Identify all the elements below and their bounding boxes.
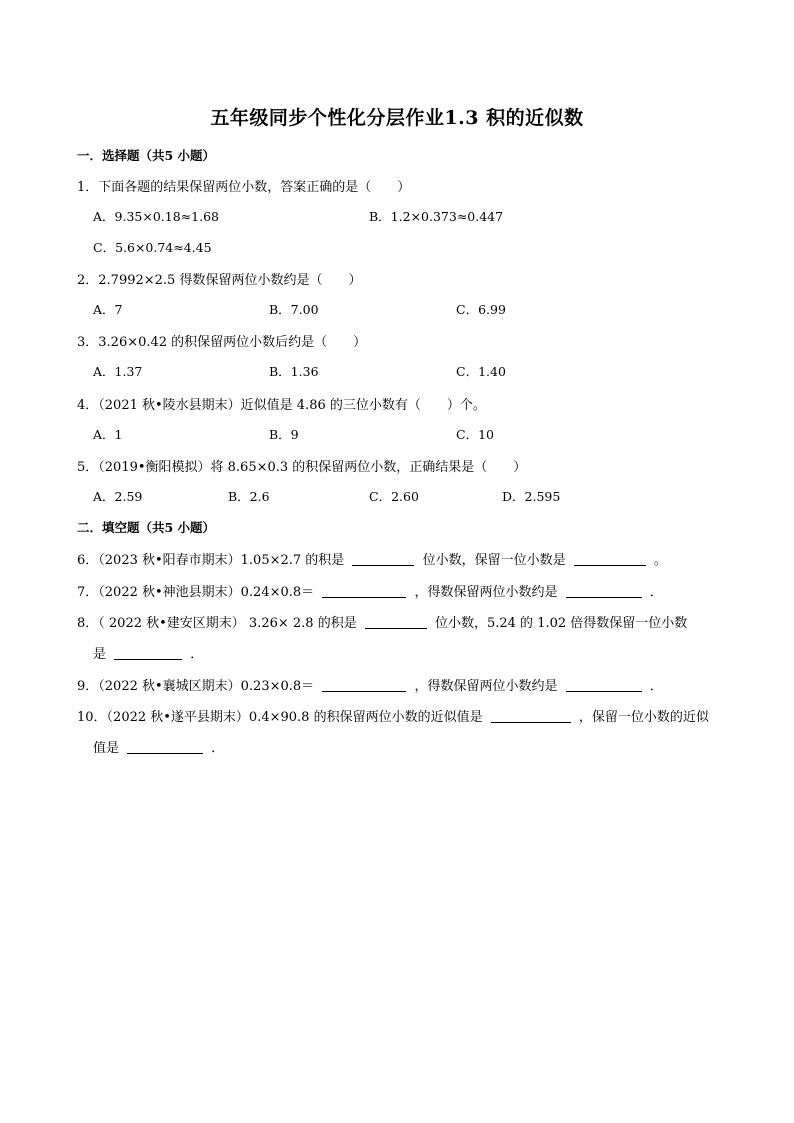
question-8-continued: [93, 643, 203, 662]
question-10-text-1: 10．（2022 秋•遂平县期末）0.4×90.8 的积保留两位小数的近似值是: [77, 710, 483, 725]
question-9-text-1: 9．（2022 秋•襄城区期末）0.23×0.8＝: [77, 679, 315, 694]
question-10-continued: [93, 737, 224, 756]
question-2-option-c: C．6.99: [456, 302, 506, 317]
question-10-text-4: ．: [211, 741, 225, 756]
question-4-option-b: B．9: [269, 427, 299, 442]
question-1-stem: 1．下面各题的结果保留两位小数，答案正确的是（ ）: [77, 180, 411, 195]
question-10-text-2: ，保留一位小数的近似: [578, 710, 709, 725]
question-6-text-1: 6．（2023 秋•阳春市期末）1.05×2.7 的积是: [77, 553, 345, 568]
question-1-option-a: A．9.35×0.18≈1.68: [93, 209, 219, 224]
section-heading-fill: 二．填空题（共5 小题）: [77, 520, 216, 535]
question-8: [77, 612, 687, 631]
question-1-option-c: C．5.6×0.74≈4.45: [93, 240, 212, 255]
question-5-option-a: A．2.59: [93, 489, 143, 504]
question-5-option-b: B．2.6: [228, 489, 270, 504]
question-10-blank-1[interactable]: [491, 708, 571, 723]
question-9-text-3: ．: [649, 679, 663, 694]
question-7-blank-2[interactable]: [566, 583, 642, 598]
question-6-blank-1[interactable]: [352, 551, 414, 566]
question-6-text-2: 位小数，保留一位小数是: [422, 553, 566, 568]
question-3-stem: 3．3.26×0.42 的积保留两位小数后约是（ ）: [77, 335, 367, 350]
question-8-text-1: 8．（ 2022 秋•建安区期末） 3.26× 2.8 的积是: [77, 616, 357, 631]
question-8-text-3: 是: [93, 647, 107, 662]
question-5-option-d: D．2.595: [502, 489, 561, 504]
question-6-blank-2[interactable]: [574, 551, 646, 566]
question-4-option-a: A．1: [93, 427, 123, 442]
question-7-text-1: 7．（2022 秋•神池县期末）0.24×0.8＝: [77, 585, 315, 600]
question-10-text-3: 值是: [93, 741, 120, 756]
question-9-blank-1[interactable]: [322, 677, 406, 692]
question-7: [77, 581, 663, 600]
question-5-option-c: C．2.60: [369, 489, 419, 504]
question-1-option-b: B．1.2×0.373≈0.447: [369, 209, 504, 224]
question-4-option-c: C．10: [456, 427, 494, 442]
question-6: [77, 549, 667, 568]
question-10: [77, 706, 709, 725]
question-2-option-b: B．7.00: [269, 302, 319, 317]
question-9: [77, 675, 663, 694]
question-8-text-4: ．: [190, 647, 204, 662]
question-8-text-2: 位小数，5.24 的 1.02 倍得数保留一位小数: [434, 616, 688, 631]
question-3-option-a: A．1.37: [93, 364, 143, 379]
page-title: 五年级同步个性化分层作业1.3 积的近似数: [210, 107, 584, 129]
question-8-blank-2[interactable]: [114, 645, 182, 660]
question-2-option-a: A．7: [93, 302, 123, 317]
question-7-text-2: ，得数保留两位小数约是: [414, 585, 558, 600]
question-3-option-c: C．1.40: [456, 364, 506, 379]
question-3-option-b: B．1.36: [269, 364, 319, 379]
question-2-stem: 2．2.7992×2.5 得数保留两位小数约是（ ）: [77, 273, 362, 288]
question-4-stem: 4．（2021 秋•陵水县期末）近似值是 4.86 的三位小数有（ ）个。: [77, 398, 486, 413]
question-9-blank-2[interactable]: [566, 677, 642, 692]
question-9-text-2: ，得数保留两位小数约是: [414, 679, 558, 694]
question-7-blank-1[interactable]: [322, 583, 406, 598]
question-10-blank-2[interactable]: [127, 739, 203, 754]
question-7-text-3: ．: [649, 585, 663, 600]
question-6-text-3: 。: [653, 553, 667, 568]
question-8-blank-1[interactable]: [365, 614, 427, 629]
section-heading-choice: 一．选择题（共5 小题）: [77, 148, 216, 163]
question-5-stem: 5．（2019•衡阳模拟）将 8.65×0.3 的积保留两位小数，正确结果是（ ）: [77, 460, 527, 475]
